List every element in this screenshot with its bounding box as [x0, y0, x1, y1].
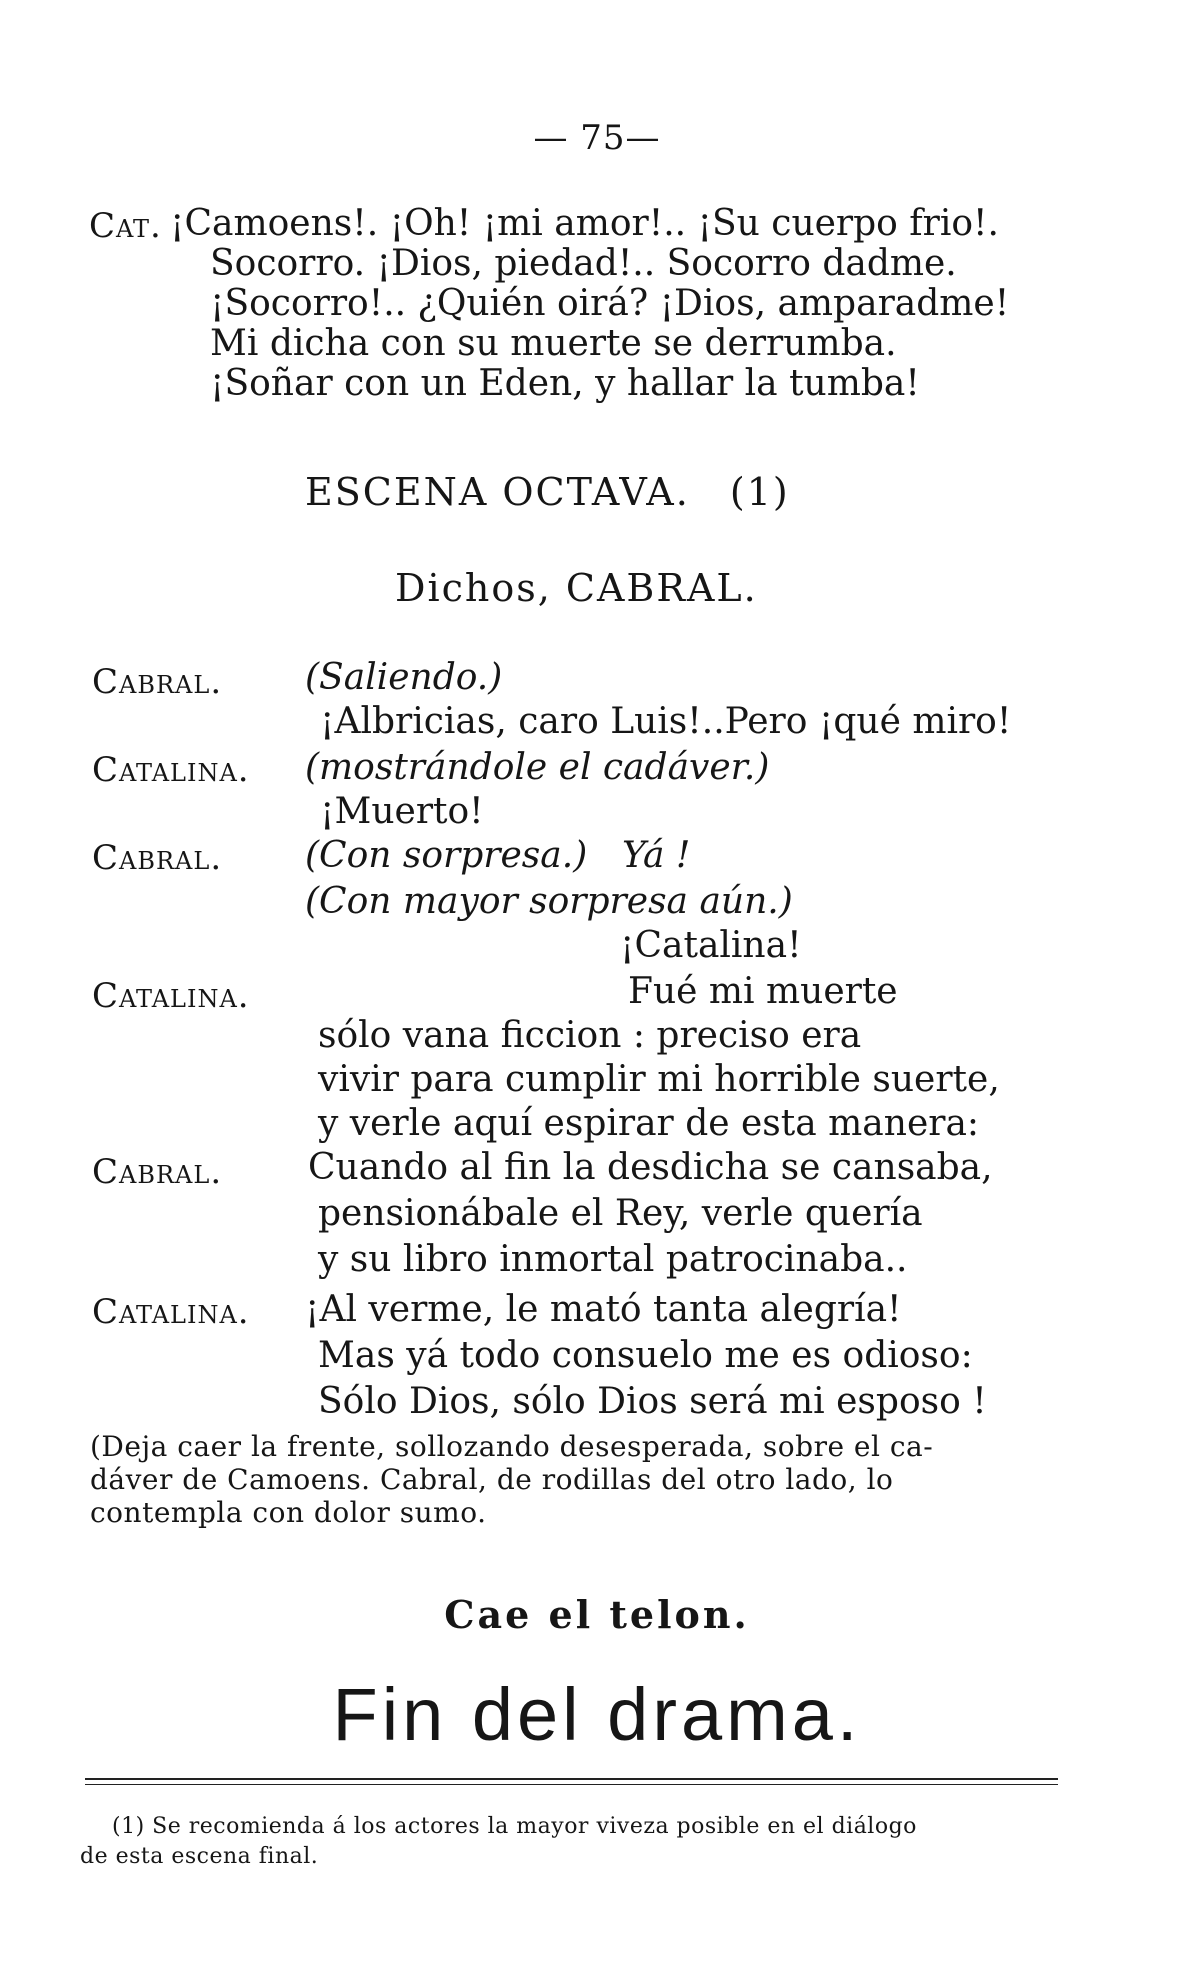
- speaker-catalina: Catalina.: [92, 750, 250, 790]
- verse-line: sólo vana ficcion : preciso era: [318, 1015, 862, 1056]
- verse-line: pensionábale el Rey, verle quería: [318, 1193, 923, 1234]
- stage-direction: (Saliendo.): [305, 657, 503, 698]
- stage-direction: (Con mayor sorpresa aún.): [305, 881, 793, 922]
- verse-line: ¡Muerto!: [320, 791, 484, 832]
- speaker-cabral: Cabral.: [92, 1152, 223, 1192]
- verse-line: Yá !: [622, 835, 691, 876]
- scene-footnote-ref: (1): [729, 470, 790, 514]
- speaker-cabral: Cabral.: [92, 838, 223, 878]
- verse-line: Mi dicha con su muerte se derrumba.: [210, 323, 897, 364]
- verse-line: Fué mi muerte: [628, 971, 898, 1012]
- verse-line: Mas yá todo consuelo me es odioso:: [318, 1335, 973, 1376]
- verse-line: y verle aquí espirar de esta manera:: [318, 1103, 980, 1144]
- verse-line: vivir para cumplir mi horrible suerte,: [318, 1059, 1000, 1100]
- curtain-line: Cae el telon.: [444, 1592, 750, 1637]
- scene-characters: Dichos, CABRAL.: [395, 566, 758, 610]
- speaker-cat: Cat.: [89, 206, 162, 246]
- stage-direction-line: contempla con dolor sumo.: [90, 1496, 487, 1529]
- verse-line: ¡Socorro!.. ¿Quién oirá? ¡Dios, amparadme!: [210, 283, 1010, 324]
- footnote-divider-thin: [85, 1784, 1058, 1785]
- page-number: — 75—: [533, 118, 661, 158]
- verse-line: Cuando al fin la desdicha se cansaba,: [308, 1147, 993, 1188]
- footnote-divider: [85, 1778, 1058, 1780]
- speaker-catalina: Catalina.: [92, 976, 250, 1016]
- end-title: Fin del drama.: [332, 1673, 862, 1756]
- scene-title-text: ESCENA OCTAVA.: [305, 470, 690, 514]
- footnote-line: de esta escena final.: [80, 1844, 319, 1869]
- verse-line: ¡Albricias, caro Luis!..Pero ¡qué miro!: [320, 701, 1012, 742]
- stage-direction: (mostrándole el cadáver.): [305, 747, 770, 788]
- verse-line: ¡Soñar con un Eden, y hallar la tumba!: [210, 363, 920, 404]
- verse-line: ¡Al verme, le mató tanta alegría!: [305, 1289, 902, 1330]
- verse-line: ¡Catalina!: [620, 925, 802, 966]
- scene-title: [305, 470, 790, 514]
- verse-line: Socorro. ¡Dios, piedad!.. Socorro dadme.: [210, 243, 957, 284]
- verse-line: y su libro inmortal patrocinaba..: [318, 1239, 908, 1280]
- speaker-catalina: Catalina.: [92, 1292, 250, 1332]
- verse-line: Sólo Dios, sólo Dios será mi esposo !: [318, 1381, 987, 1422]
- stage-direction-line: (Deja caer la frente, sollozando desesperada, sobre el ca-: [90, 1430, 934, 1463]
- speaker-cabral: Cabral.: [92, 662, 223, 702]
- verse-line: ¡Camoens!. ¡Oh! ¡mi amor!.. ¡Su cuerpo frio!.: [170, 203, 999, 244]
- footnote-line: (1) Se recomienda á los actores la mayor viveza posible en el diálogo: [112, 1814, 917, 1839]
- stage-direction: (Con sorpresa.): [305, 835, 588, 876]
- stage-direction-line: dáver de Camoens. Cabral, de rodillas del otro lado, lo: [90, 1463, 894, 1496]
